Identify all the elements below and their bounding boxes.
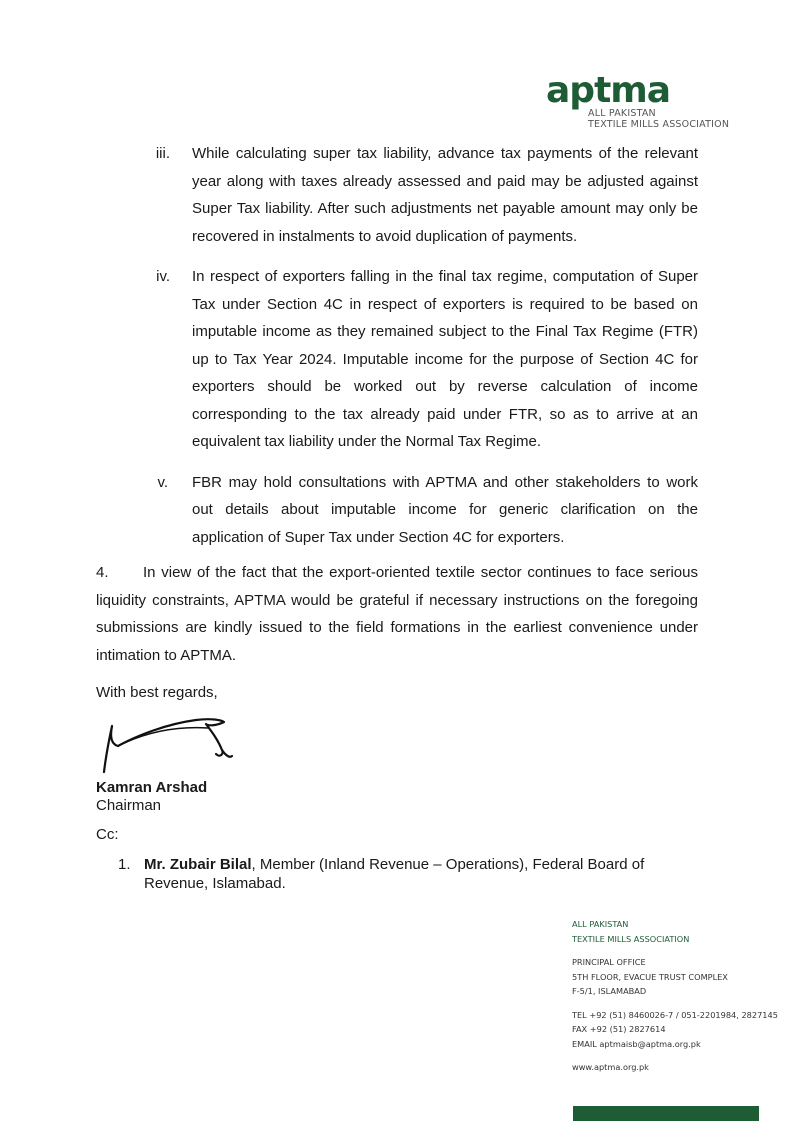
list-item-text: In respect of exporters falling in the final tax regime, computation of Super Tax under Section 4C in respect of exporters is required to be based on imputable income as they remained subject to the Final Tax Regime (FTR) up to Tax Year 2024. Imputable income for the purpose of Section 4C for exporters should be worked out by reverse calculation of income corresponding to the tax already paid under FTR, so as to arrive at an equivalent tax liability under the Normal Tax Regime. (192, 268, 698, 450)
list-item (0, 469, 794, 552)
list-item (0, 263, 794, 456)
footer-website: www.aptma.org.pk (572, 1062, 649, 1072)
logo-line-2: TEXTILE MILLS ASSOCIATION (588, 119, 730, 130)
list-item (0, 140, 794, 250)
cc-recipient-name: Mr. Zubair Bilal (144, 856, 252, 873)
list-item-number: iii. (155, 145, 170, 162)
cc-item-number: 1. (118, 856, 131, 873)
cc-item-text (144, 855, 678, 893)
signatory-name: Kamran Arshad (96, 779, 208, 796)
submission-list (0, 140, 794, 564)
closing-regards: With best regards, (96, 684, 218, 701)
aptma-logo (546, 70, 761, 130)
signatory-title: Chairman (96, 797, 162, 814)
footer-email: EMAIL aptmaisb@aptma.org.pk (572, 1038, 701, 1049)
logo-line-1: ALL PAKISTAN (588, 108, 656, 119)
footer-org-line-1: ALL PAKISTAN (572, 919, 629, 929)
cc-recipient-details: , Member (Inland Revenue – Operations), Federal Board of Revenue, Islamabad. (144, 856, 645, 892)
cc-list-item (118, 855, 678, 893)
signature-image (96, 710, 236, 780)
footer-address-block (572, 917, 794, 1075)
footer-address-line-1: 5TH FLOOR, EVACUE TRUST COMPLEX (572, 971, 728, 982)
list-item-text: While calculating super tax liability, advance tax payments of the relevant year along with taxes already assessed and paid may be adjusted against Super Tax liability. After such adjustments net payable amount may only be recovered in instalments to avoid duplication of payments. (192, 145, 698, 245)
footer-org-line-2: TEXTILE MILLS ASSOCIATION (572, 933, 690, 944)
footer-address-line-2: F-5/1, ISLAMABAD (572, 986, 647, 996)
footer-telephone: TEL +92 (51) 8460026-7 / 051-2201984, 2827145 (572, 1009, 778, 1020)
logo-wordmark: aptma (546, 70, 671, 111)
footer-green-bar (573, 1106, 759, 1121)
list-item-number: v. (157, 473, 168, 491)
cc-label: Cc: (96, 826, 119, 843)
list-item-number: iv. (156, 268, 170, 285)
logo-subtitle (588, 108, 761, 130)
footer-fax: FAX +92 (51) 2827614 (572, 1024, 666, 1034)
paragraph-4: 4. In view of the fact that the export-oriented textile sector continues to face serious liquidity constraints, APTMA would be grateful if necessary instructions on the foregoing submissions are kindly issued to the field formations in the earliest convenience under intimation to APTMA. (96, 564, 698, 665)
paragraph-text: In view of the fact that the export-oriented textile sector continues to face serious liquidity constraints, APTMA would be grateful if necessary instructions on the foregoing submissions are kindly issued to the field formations in the earliest convenience under intimation to APTMA. (96, 564, 698, 665)
list-item-text: FBR may hold consultations with APTMA and other stakeholders to work out details about imputable income for generic clarification on the application of Super Tax under Section 4C for exporters. (192, 473, 698, 546)
footer-office-label: PRINCIPAL OFFICE (572, 957, 646, 967)
